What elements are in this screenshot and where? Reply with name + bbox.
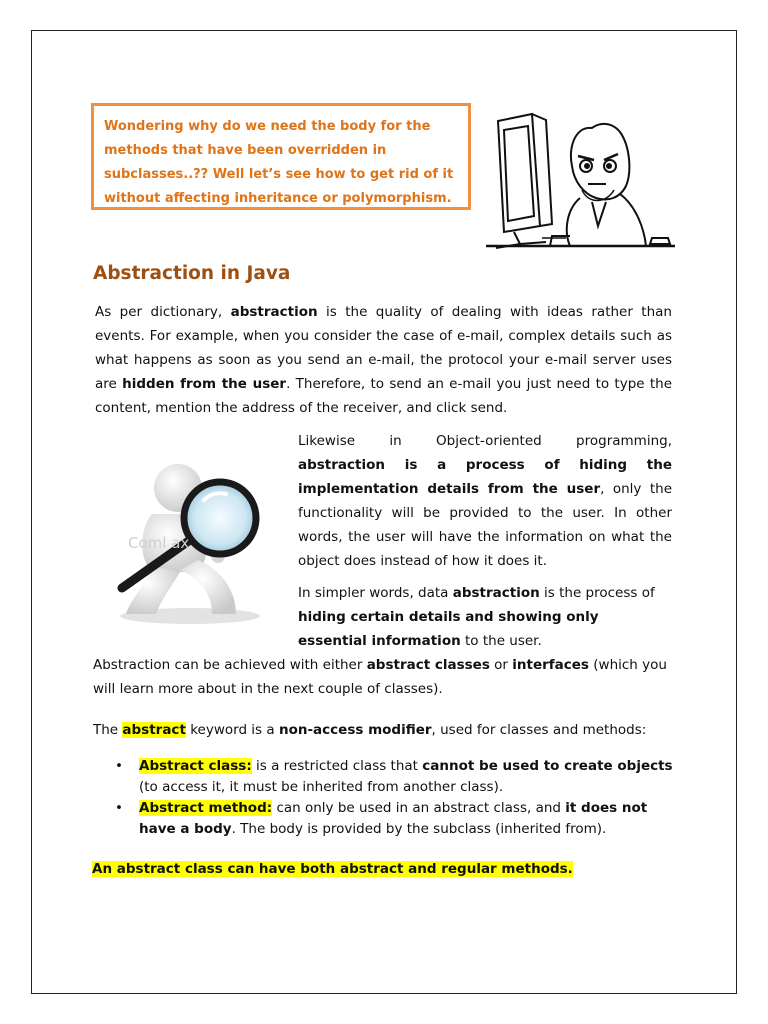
summary-highlight: An abstract class can have both abstract and regular methods. (92, 861, 573, 877)
term-highlight: Abstract method (139, 800, 267, 816)
callout-line: methods that have been overridden in (104, 143, 387, 158)
image-watermark: Coml ax (128, 534, 190, 552)
dictionary-definition-paragraph: As per dictionary, abstraction is the quality of dealing with ideas rather than events. For example, when you consider the case of e-mail, complex details such as what happens as soon as you send an e-mail, the protocol your e-mail server uses are hidden from the user. Therefore, to send an e-mail you just need to type the content, mention the address of the receiver, and click send. (95, 304, 673, 416)
callout-line: without affecting inheritance or polymorphism. (104, 191, 452, 206)
how-achieved-paragraph: Abstraction can be achieved with either abstract classes or interfaces (which you will learn more about in the next couple of classes). (93, 657, 667, 697)
abstract-keyword-highlight: abstract (122, 722, 186, 738)
magnifying-glass-figure-illustration (100, 448, 285, 633)
term-highlight: Abstract class (139, 758, 247, 774)
callout-line: subclasses..?? Well let’s see how to get rid of it (104, 167, 454, 182)
list-item: • Abstract method: can only be used in an abstract class, and it does not have a body. The body is provided by the subclass (inherited from). (115, 800, 648, 837)
bullet-icon: • (115, 758, 123, 774)
abstract-definitions-list (97, 756, 687, 840)
intro-callout-box (91, 103, 471, 210)
computer-guy-illustration (480, 86, 680, 256)
abstract-keyword-paragraph: The abstract keyword is a non-access modifier, used for classes and methods: (93, 722, 647, 738)
list-item: • Abstract class: is a restricted class that cannot be used to create objects (to access it, it must be inherited from another class). (115, 758, 673, 795)
oop-abstraction-paragraph: Likewise in Object-oriented programming, abstraction is a process of hiding the implementation details from the user, only the functionality will be provided to the user. In other words, the user will have the information on what the object does instead of how it does it. (298, 433, 673, 569)
bullet-icon: • (115, 800, 123, 816)
callout-line: Wondering why do we need the body for the (104, 119, 431, 134)
simpler-words-paragraph: In simpler words, data abstraction is the process of hiding certain details and showing only essential information to the user. (298, 585, 655, 649)
section-heading: Abstraction in Java (93, 263, 291, 284)
